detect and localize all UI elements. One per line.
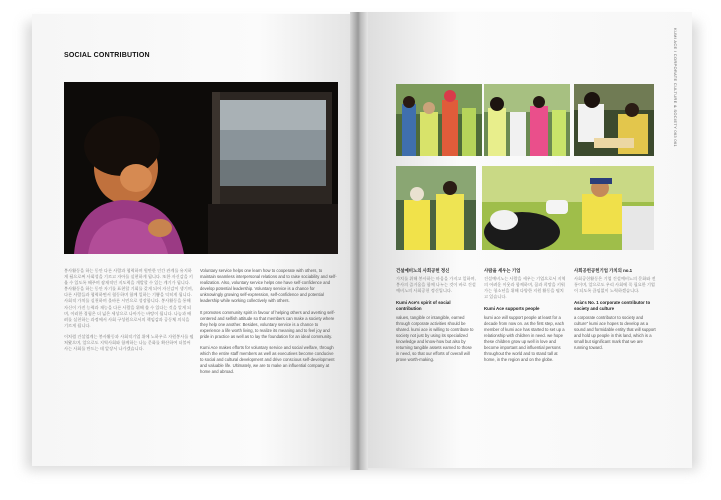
col1-english-body: values, tangible or intangible, earned through corporate activities should be shared. kumi ace is willing to contribute to society not just by using its specialized knowledge and know-how but also by returning tangible assets earned to those in need, so that our efforts of overall will prove worth-making. [396,314,474,363]
right-col-1 [396,268,476,368]
col1-korean-heading: 건설예비노의 사회공헌 정신 [396,268,450,273]
right-col-2 [484,268,566,368]
section-title: SOCIAL CONTRIBUTION [64,52,150,59]
volunteers-walking-photo-1 [396,84,482,156]
col1-korean-body: 가치를 위해 봉사하는 마음을 가지고 일하며, 봉사의 즐거움을 함께 나누는 것이 바로 건설예비노의 사회공헌 정신입니다. [396,276,476,294]
col3-korean-body: 사회공헌활동은 기업 건설예비노의 문화와 전통이며, 앞으로도 우리 사회에 꼭 필요한 기업이 되도록 끊임없이 노력하겠습니다. [574,276,656,294]
right-col-3 [574,268,656,356]
volunteers-walking-photo-2 [484,84,570,156]
volunteer-feeding-calf-photo [482,166,654,250]
book-spine-gutter [350,12,368,470]
col2-english-body: kumi ace will support people at least for a decade from now on. as the first step, each member of kumi ace has started to set up a relationship with children in need. we hope these children grow up well in love and become important and influential persons throughout the world and to stand tall at home, in the region and on the globe. [484,314,565,363]
col3-english-heading: Asia's No. 1 corporate contributor to society and culture [574,300,651,312]
volunteers-outdoor-crafts-photo [574,84,654,156]
left-col-2 [200,268,338,381]
col2-korean-body: 건설예비노는 사람을 세우는 기업으로서 지역의 어려운 이웃과 함께하며, 꿈과 희망을 키워 가는 청소년을 위해 다양한 지원 활동을 펼치고 있습니다. [484,276,566,300]
right-page [362,12,692,468]
english-paragraph-1: Voluntary service helps one learn how to cooperate with others, to maintain seamless interpersonal relations and to raise sociability and self-realization. Also, voluntary service helps one have self-confidence and develop potential leadership. Voluntary service is a chance for unknowingly growing self-expression, self-confidence and potential leadership while working collectively with others. [200,268,337,304]
running-head: KUMI ACE / CORPORATE CULTURE & SOCIETY 063 061 [673,28,678,147]
left-col-1 [64,268,194,357]
english-paragraph-3: Kumi Ace makes efforts for voluntary service and social welfare, through which the entire staff members as well as executives become conducive to social and cultural development and drive conscious self-development and valuable life. Ultimately, we are to make an influential company at home and abroad. [200,345,335,375]
col3-english-body: a corporate contributor to society and culture" kumi ace hopes to develop as a sound and formidable entity that will support and hold up people in this land, which is a small but significant mark that we are running toward. [574,314,656,351]
col1-english-heading: Kumi Ace's spirit of social contribution [396,300,451,312]
volunteers-yellow-vests-photo [396,166,476,250]
col2-english-heading: Kumi Ace supports people [484,306,540,312]
col3-korean-heading: 사회공헌공헌기업 가치의 no.1 [574,268,633,273]
korean-paragraph-1: 봉사활동을 하는 동안 다른 사람과 협력하며 원만한 인간 관계를 유지하게 됨으로써 사회성을 기르고 자아를 실현하게 됩니다. 또한 자신감을 키울 수 있도록 해주며 잠재적인 지도력을 개발할 수 있는 계기가 됩니다. 봉사활동을 하는 동안 자기를 표현할 기회를 갖게 되어 자신감이 생기며, 다른 사람들과 협력하면서 협동하며 함께 일하는 기쁨을 익히게 됩니다. 사회적 가치를 실천하며 올바른 시민으로 성장합니다. 봉사활동을 통해 자신이 가진 능력과 재능을 다른 사람을 위해 쓸 수 있다는 것을 알게 되며, 이러한 경험은 더 넓은 세상으로 나아가는 바탕이 됩니다. 나눔과 배려를 실천하는 과정에서 사회 구성원으로서의 책임감과 공동체 의식을 기르게 됩니다. [64,268,193,328]
english-paragraph-2: It promotes community spirit in favour of helping others and averting self-centered and selfish attitude so that members can make a society where they help one another. Besides, voluntary service is a chance to experience a life worth living, to realize its meaning and to feel joy and pride in practice as well as to lay the foundation for an ideal community. [200,309,335,339]
korean-paragraph-2: 이처럼 건설업계는 봉사활동과 사회적기업 위에 노하우로 자원봉사를 펼쳐왔으며, 앞으로도 지역사회와 함께하는 나눔 문화를 확산하여 더불어 사는 사회를 만드는 데 앞장서 나가겠습니다. [64,333,194,352]
child-at-train-window-photo [64,82,338,254]
col2-korean-heading: 사람을 세우는 기업 [484,268,521,273]
left-page [32,14,358,466]
